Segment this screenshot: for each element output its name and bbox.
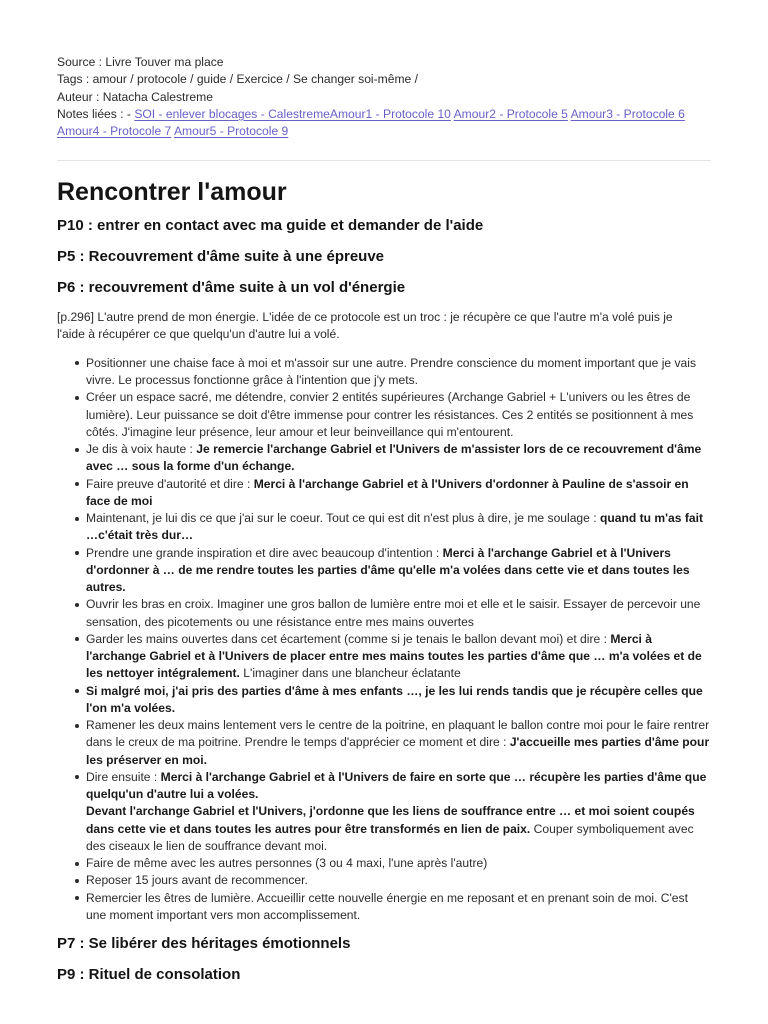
related-note-link[interactable]: Amour3 - Protocole 6 bbox=[570, 106, 685, 121]
list-item bbox=[86, 441, 711, 476]
step-text: L'imaginer dans une blancheur éclatante bbox=[243, 666, 461, 681]
step-text: Garder les mains ouvertes dans cet écartement (comme si je tenais le ballon devant moi) et dire : bbox=[86, 631, 607, 646]
step-text: Je dis à voix haute : bbox=[86, 442, 193, 456]
property-tags: Tags : amour / protocole / guide / Exercice / Se changer soi-même / bbox=[57, 72, 418, 87]
step-text: Faire de même avec les autres personnes (3 ou 4 maxi, l'une après l'autre) bbox=[86, 856, 488, 870]
spoken-phrase: Si malgré moi, j'ai pris des parties d'âme à mes enfants …, je les lui rends tandis que je récupère celles que l'on m'a volées. bbox=[86, 683, 703, 715]
spoken-phrase: J'accueille mes parties d'âme pour les préserver en moi. bbox=[86, 735, 710, 767]
related-note-link[interactable]: Amour4 - Protocole 7 bbox=[57, 124, 172, 138]
list-item bbox=[86, 855, 711, 872]
property-author: Auteur : Natacha Calestreme bbox=[57, 89, 213, 104]
list-item bbox=[86, 355, 711, 390]
list-item bbox=[86, 510, 711, 545]
list-item bbox=[86, 683, 711, 718]
spoken-phrase: Merci à l'archange Gabriel et à l'Univers de placer entre mes mains toutes les parties d'âme que … m'a volées et de les nettoyer intégralement. bbox=[86, 631, 702, 681]
list-item bbox=[86, 631, 711, 683]
spoken-phrase: Merci à l'archange Gabriel et à l'Univers d'ordonner à Pauline de s'assoir en face de moi bbox=[86, 476, 689, 508]
spoken-phrase: Je remercie l'archange Gabriel et l'Univers de m'assister lors de ce recouvrement d'âme avec … sous la forme d'un échange. bbox=[86, 442, 702, 474]
step-text: Faire preuve d'autorité et dire : bbox=[86, 476, 251, 491]
step-text: Positionner une chaise face à moi et m'assoir sur une autre. Prendre conscience du moment important que je vais vivre. Le processus fonctionne grâce à l'intention que j'y mets. bbox=[86, 355, 697, 387]
property-source: Source : Livre Touver ma place bbox=[57, 55, 224, 69]
steps-list bbox=[57, 355, 711, 924]
list-item bbox=[86, 476, 711, 511]
list-item bbox=[86, 872, 711, 889]
heading-p5: P5 : Recouvrement d'âme suite à une épreuve bbox=[57, 248, 385, 266]
heading-p9: P9 : Rituel de consolation bbox=[57, 966, 241, 983]
heading-p7: P7 : Se libérer des héritages émotionnels bbox=[57, 935, 351, 952]
heading-p6: P6 : recouvrement d'âme suite à un vol d'énergie bbox=[57, 279, 406, 297]
property-related-notes bbox=[57, 106, 711, 141]
related-notes-label: Notes liées : - bbox=[57, 106, 131, 121]
list-item bbox=[86, 717, 711, 769]
step-text: Maintenant, je lui dis ce que j'ai sur le coeur. Tout ce qui est dit n'est plus à dire, je me soulage : bbox=[86, 511, 597, 525]
related-note-link[interactable]: Amour5 - Protocole 9 bbox=[173, 124, 289, 138]
list-item bbox=[86, 596, 711, 631]
divider bbox=[57, 160, 711, 161]
list-item bbox=[86, 545, 711, 597]
spoken-phrase: Merci à l'archange Gabriel et à l'Univers d'ordonner à … de me rendre toutes les parties d'âme qu'elle m'a volées dans cette vie et dans toutes les autres. bbox=[86, 545, 690, 594]
related-note-link[interactable]: SOI - enlever blocages - CalestremeAmour1 - Protocole 10 bbox=[134, 106, 451, 121]
heading-p10: P10 : entrer en contact avec ma guide et demander de l'aide bbox=[57, 217, 484, 235]
spoken-phrase: quand tu m'as fait …c'était très dur… bbox=[86, 511, 703, 543]
list-item bbox=[86, 769, 711, 855]
protocol-intro: [p.296] L'autre prend de mon énergie. L'idée de ce protocole est un troc : je récupère ce que l'autre m'a volé puis je l'aide à récupérer ce que quelqu'un d'autre lui a volé. bbox=[57, 309, 673, 341]
spoken-phrase: Merci à l'archange Gabriel et à l'Univers de faire en sorte que … récupère les parties d'âme que quelqu'un d'autre lui a volées. bbox=[86, 769, 707, 801]
page-content bbox=[57, 54, 711, 986]
step-text: Couper symboliquement avec des ciseaux le lien de souffrance devant moi. bbox=[86, 821, 694, 853]
step-text: Créer un espace sacré, me détendre, convier 2 entités supérieures (Archange Gabriel + L'univers ou les êtres de lumière). Leur puissance se doit d'être immense pour contrer les résistances. Ces 2 entités se positionnent à mes côtés. J'imagine leur présence, leur amour et leur beinveillance qui m'entourent. bbox=[86, 390, 694, 439]
related-note-link[interactable]: Amour2 - Protocole 5 bbox=[453, 106, 568, 121]
list-item bbox=[86, 389, 711, 441]
spoken-phrase: Devant l'archange Gabriel et l'Univers, j'ordonne que les liens de souffrance entre … et moi soient coupés dans cette vie et dans toutes les autres pour être transformés en lien de paix. bbox=[86, 804, 695, 836]
page-title: Rencontrer l'amour bbox=[57, 177, 287, 206]
step-text: Prendre une grande inspiration et dire avec beaucoup d'intention : bbox=[86, 545, 440, 560]
page-properties bbox=[57, 54, 711, 140]
step-text: Dire ensuite : bbox=[86, 769, 158, 784]
step-text: Ouvrir les bras en croix. Imaginer une gros ballon de lumière entre moi et elle et le saisir. Essayer de percevoir une sensation, des picotements ou une résistance entre mes mains ouvertes bbox=[86, 597, 701, 629]
step-text: Reposer 15 jours avant de recommencer. bbox=[86, 873, 308, 888]
step-text: Remercier les êtres de lumière. Accueillir cette nouvelle énergie en me reposant et en prenant soin de moi. C'est une moment important vers mon accomplissement. bbox=[86, 890, 688, 922]
list-item bbox=[86, 890, 711, 925]
step-text: Ramener les deux mains lentement vers le centre de la poitrine, en plaquant le ballon contre moi pour le faire rentrer dans le creux de ma poitrine. Prendre le temps d'apprécier ce moment et dire : bbox=[86, 718, 710, 750]
